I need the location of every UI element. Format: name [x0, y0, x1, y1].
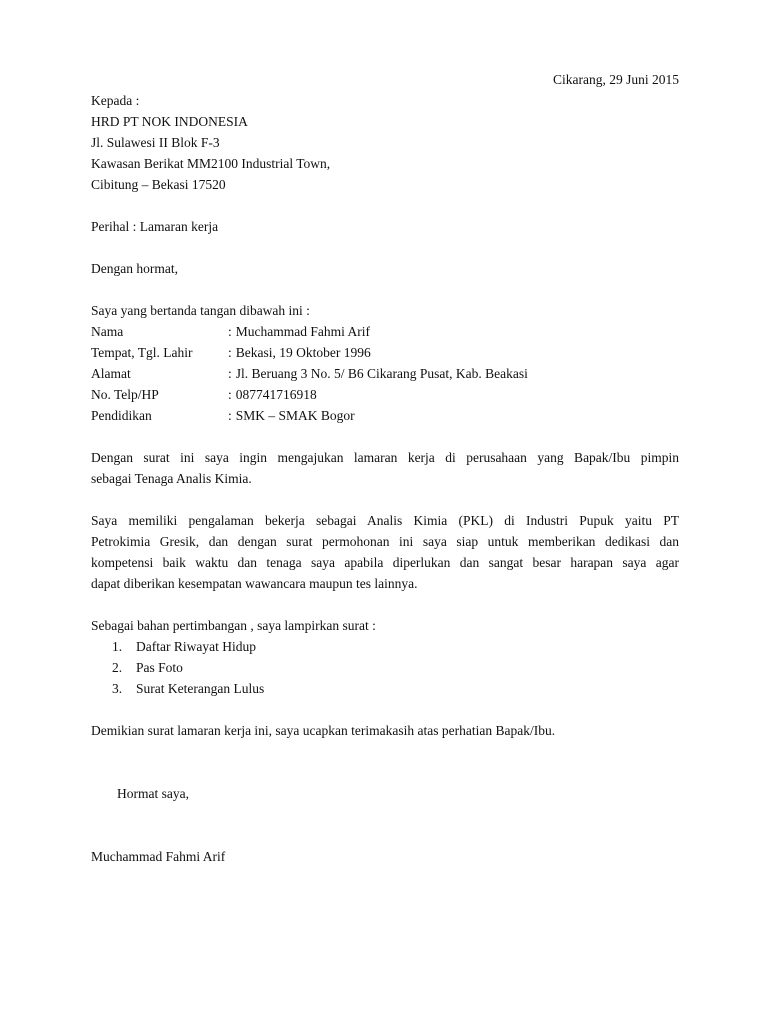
detail-row	[91, 321, 679, 342]
detail-row	[91, 384, 679, 405]
detail-label: Tempat, Tgl. Lahir	[91, 345, 193, 360]
recipient-line: Jl. Sulawesi II Blok F-3	[91, 135, 220, 150]
recipient-to: Kepada :	[91, 93, 140, 108]
place-date: Cikarang, 29 Juni 2015	[553, 72, 679, 87]
attachments-list	[91, 636, 679, 699]
subject-line: Perihal : Lamaran kerja	[91, 219, 219, 234]
experience-paragraph	[91, 510, 679, 594]
paragraph-line: sebagai Tenaga Analis Kimia.	[91, 471, 252, 486]
list-text: Pas Foto	[136, 660, 183, 675]
detail-value: SMK – SMAK Bogor	[235, 408, 355, 423]
detail-colon: :	[228, 366, 232, 381]
recipient-address	[91, 111, 679, 195]
detail-label: Alamat	[91, 366, 131, 381]
paragraph-line: Saya memiliki pengalaman bekerja sebagai Analis Kimia (PKL) di Industri Pupuk yaitu PT	[91, 513, 679, 528]
recipient-line: Cibitung – Bekasi 17520	[91, 177, 226, 192]
detail-colon: :	[228, 324, 232, 339]
list-number: 2.	[112, 660, 123, 675]
detail-value: Jl. Beruang 3 No. 5/ B6 Cikarang Pusat, Kab. Beakasi	[235, 366, 528, 381]
signature-name: Muchammad Fahmi Arif	[91, 849, 226, 864]
detail-row	[91, 363, 679, 384]
closing-paragraph: Demikian surat lamaran kerja ini, saya ucapkan terimakasih atas perhatian Bapak/Ibu.	[91, 723, 556, 738]
detail-value: 087741716918	[235, 387, 317, 402]
list-text: Surat Keterangan Lulus	[136, 681, 265, 696]
application-paragraph	[91, 447, 679, 489]
paragraph-line: kompetensi baik waktu dan tenaga saya apabila diperlukan dan sangat besar harapan saya agar	[91, 555, 679, 570]
paragraph-line: dapat diberikan kesempatan wawancara maupun tes lainnya.	[91, 576, 418, 591]
list-item	[91, 678, 679, 699]
detail-value: Bekasi, 19 Oktober 1996	[235, 345, 371, 360]
detail-label: No. Telp/HP	[91, 387, 159, 402]
detail-row	[91, 405, 679, 426]
recipient-line: Kawasan Berikat MM2100 Industrial Town,	[91, 156, 331, 171]
detail-label: Pendidikan	[91, 408, 152, 423]
list-number: 1.	[112, 639, 123, 654]
closing-salutation: Hormat saya,	[117, 786, 189, 801]
detail-row	[91, 342, 679, 363]
detail-value: Muchammad Fahmi Arif	[235, 324, 370, 339]
attachments-intro: Sebagai bahan pertimbangan , saya lampirkan surat :	[91, 618, 376, 633]
paragraph-line: Dengan surat ini saya ingin mengajukan lamaran kerja di perusahaan yang Bapak/Ibu pimpin	[91, 450, 679, 465]
detail-label: Nama	[91, 324, 124, 339]
applicant-details	[91, 321, 679, 426]
detail-colon: :	[228, 408, 232, 423]
list-item	[91, 636, 679, 657]
greeting: Dengan hormat,	[91, 261, 178, 276]
detail-colon: :	[228, 345, 232, 360]
list-number: 3.	[112, 681, 123, 696]
paragraph-line: Petrokimia Gresik, dan dengan surat permohonan ini saya siap untuk memberikan dedikasi dan	[91, 534, 679, 549]
detail-colon: :	[228, 387, 232, 402]
intro-line: Saya yang bertanda tangan dibawah ini :	[91, 303, 310, 318]
list-text: Daftar Riwayat Hidup	[136, 639, 256, 654]
letter-page	[91, 69, 679, 867]
recipient-line: HRD PT NOK INDONESIA	[91, 114, 248, 129]
list-item	[91, 657, 679, 678]
